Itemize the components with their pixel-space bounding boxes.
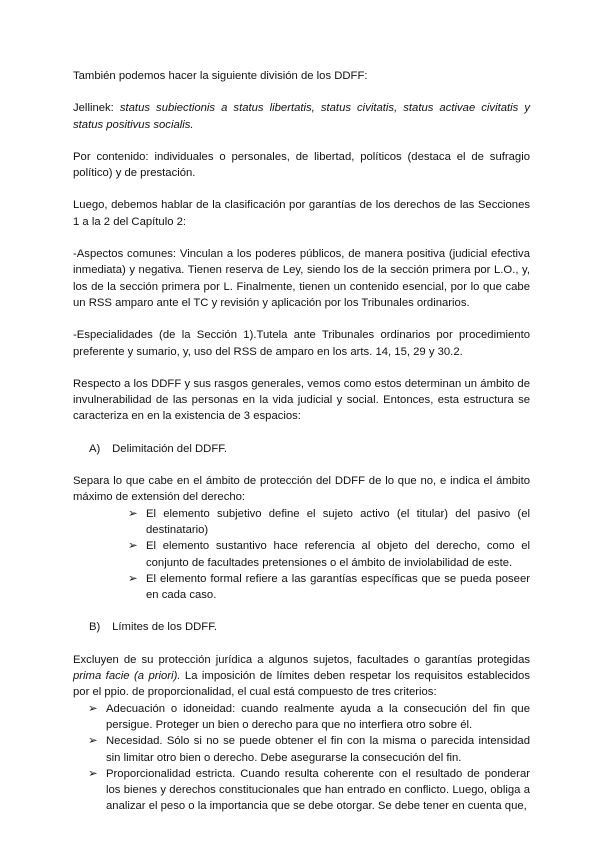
list-item-text: Proporcionalidad estricta. Cuando resulta coherente con el resultado de ponderar los bienes y derechos constitucionales que han entrado en conflicto. Luego, obliga a analizar el peso o la importancia que se debe otorgar. Se debe tener en cuenta que, xyxy=(106,767,530,813)
list-item-text: Necesidad. Sólo si no se puede obtener el fin con la misma o parecida intensidad sin limitar otro bien o derecho. Debe asegurarse la consecución del fin. xyxy=(106,735,530,764)
list-item xyxy=(88,701,530,734)
arrow-bullet-icon: ➢ xyxy=(128,507,138,520)
prima-facie-italic: prima facie (a priori). xyxy=(73,670,181,683)
list-item-text: El elemento sustantivo hace referencia al objeto del derecho, como el conjunto de facultades pretensiones o el ámbito de inviolabilidad de este. xyxy=(146,540,530,569)
list-item xyxy=(88,766,530,815)
jellinek-lead: Jellinek: xyxy=(73,102,120,115)
list-item xyxy=(88,733,530,766)
list-item xyxy=(128,571,530,604)
section-heading-a-text: Delimitación del DDFF. xyxy=(112,442,228,455)
jellinek-status-list: status subiectionis a status libertatis, status civitatis, status activae civitatis y status positivus socialis. xyxy=(73,102,530,131)
arrow-bullet-icon: ➢ xyxy=(128,540,138,553)
jellinek-paragraph xyxy=(73,100,530,133)
list-item-text: El elemento subjetivo define el sujeto activo (el titular) del pasivo (el destinatario) xyxy=(146,507,530,536)
section-heading-a-label: A) xyxy=(89,442,101,455)
limits-text-end: La imposición de límites deben respetar los requisitos establecidos por el ppio. de proporcionalidad, el cual está compuesto de tres criterios: xyxy=(73,670,530,699)
common-aspects-paragraph: -Aspectos comunes: Vinculan a los poderes públicos, de manera positiva (judicial efectiva inmediata) y negativa. Tienen reserva de Ley, siendo los de la sección primera por L.O., y, los de la sección primera por L. Finalmente, tienen un contenido esencial, por lo que cabe un RSS amparo ante el TC y revisión y aplicación por los Tribunales ordinarios. xyxy=(73,248,530,309)
list-item-text: El elemento formal refiere a las garantías específicas que se pueda poseer en cada caso. xyxy=(146,572,530,602)
list-item-text: Adecuación o idoneidad: cuando realmente ayuda a la consecución del fin que persigue. Proteger un bien o derecho para que no interfiera otro sobre él. xyxy=(106,702,530,731)
content-paragraph: Por contenido: individuales o personales, de libertad, políticos (destaca el de sufragio político) y de prestación. xyxy=(73,150,530,180)
section-heading-b-label: B) xyxy=(89,621,101,634)
list-item xyxy=(128,506,530,539)
intro-paragraph: También podemos hacer la siguiente división de los DDFF: xyxy=(73,70,368,82)
arrow-bullet-icon: ➢ xyxy=(128,572,138,585)
general-traits-paragraph: Respecto a los DDFF y sus rasgos generales, vemos como estos determinan un ámbito de invulnerabilidad de las personas en la vida judicial y social. Entonces, esta estructura se caracteriza en en la existencia de 3 espacios: xyxy=(73,377,530,423)
guarantees-paragraph: Luego, debemos hablar de la clasificación por garantías de los derechos de las Secciones 1 a la 2 del Capítulo 2: xyxy=(73,199,530,228)
delimitation-paragraph: Separa lo que cabe en el ámbito de protección del DDFF de lo que no, e indica el ámbito máximo de extensión del derecho: xyxy=(73,475,530,504)
arrow-bullet-icon: ➢ xyxy=(88,735,98,748)
section-heading-a xyxy=(89,441,530,457)
criteria-list xyxy=(88,701,530,815)
arrow-bullet-icon: ➢ xyxy=(88,702,98,715)
section-heading-b-text: Límites de los DDFF. xyxy=(112,621,217,634)
arrow-bullet-icon: ➢ xyxy=(88,767,98,780)
specialities-paragraph: -Especialidades (de la Sección 1).Tutela ante Tribunales ordinarios por procedimiento preferente y sumario, y, uso del RSS de amparo en los arts. 14, 15, 29 y 30.2. xyxy=(73,329,530,358)
elements-list xyxy=(128,506,530,604)
limits-paragraph xyxy=(73,652,530,701)
limits-text-start: Excluyen de su protección jurídica a algunos sujetos, facultades o garantías protegidas xyxy=(73,653,530,666)
section-heading-b xyxy=(89,619,530,635)
document-page xyxy=(73,68,530,815)
list-item xyxy=(128,538,530,571)
